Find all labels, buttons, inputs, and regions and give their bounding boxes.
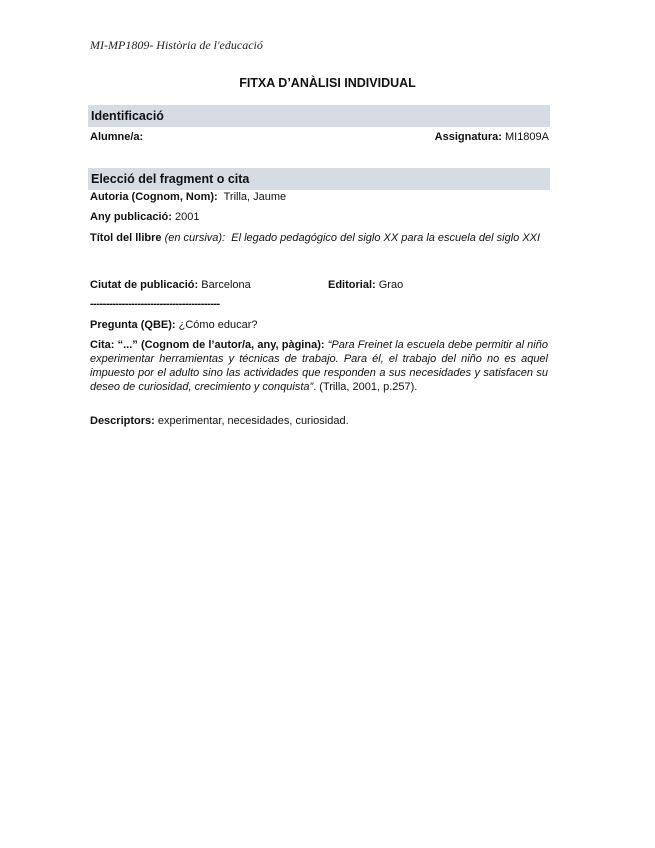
ciutat-field: [90, 278, 548, 292]
document-header: MI-MP1809- Història de l'educació: [90, 38, 263, 52]
any-field: [90, 210, 548, 224]
ciutat-label: Ciutat de publicació:: [90, 279, 199, 291]
titol-label: Títol del llibre: [90, 232, 162, 244]
alumne-label: Alumne/a:: [90, 131, 144, 143]
autoria-label: Autoria (Cognom, Nom):: [90, 191, 218, 203]
section-eleccio-heading: Elecció del fragment o cita: [88, 168, 550, 190]
editorial-label: Editorial:: [328, 279, 376, 291]
descriptors-value: experimentar, necesidades, curiosidad.: [157, 415, 349, 427]
descriptors-label: Descriptors:: [90, 415, 155, 427]
assignatura-field: [435, 130, 549, 144]
cita-field: [90, 338, 548, 394]
pregunta-label: Pregunta (QBE):: [90, 319, 176, 331]
page-title: FITXA D’ANÀLISI INDIVIDUAL: [239, 76, 416, 90]
separator: -----------------------------------------: [90, 298, 220, 310]
section-identificacio-heading: Identificació: [88, 105, 550, 127]
pregunta-field: [90, 318, 548, 332]
cita-label: Cita: “...” (Cognom de l’autor/a, any, pàgina):: [90, 339, 325, 351]
titol-note: (en cursiva):: [164, 232, 226, 244]
titol-field: [90, 231, 548, 245]
autoria-field: [90, 190, 548, 204]
editorial-field: [328, 278, 403, 292]
descriptors-field: [90, 414, 548, 428]
cita-reference: . (Trilla, 2001, p.257).: [313, 381, 418, 393]
editorial-value: Grao: [378, 279, 404, 291]
assignatura-label: Assignatura:: [434, 131, 502, 143]
assignatura-value: MI1809A: [504, 131, 549, 143]
cita-value: “Para Freinet la escuela debe permitir al niño experimentar herramientas y técnicas de trabajo. Para él, el trabajo del niño no es aquel impuesto por el adulto sino las actividades que responden a sus necesidades y satisfacen su deseo de curiosidad, crecimiento y conquista”: [90, 339, 548, 393]
ciutat-value: Barcelona: [201, 279, 251, 291]
titol-value: El legado pedagógico del siglo XX para la escuela del siglo XXI: [231, 232, 541, 244]
pregunta-value: ¿Cómo educar?: [178, 319, 258, 331]
autoria-value: Trilla, Jaume: [223, 191, 287, 203]
any-label: Any publicació:: [90, 211, 172, 223]
any-value: 2001: [174, 211, 200, 223]
